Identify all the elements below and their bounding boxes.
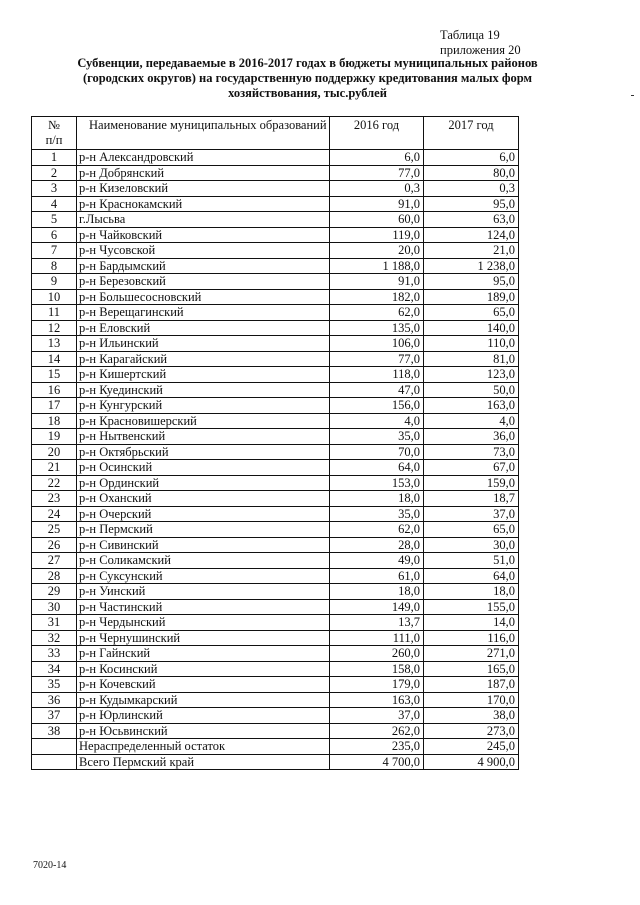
- row-name: р-н Еловский: [77, 320, 330, 336]
- row-name: р-н Суксунский: [77, 568, 330, 584]
- row-number: 15: [32, 367, 77, 383]
- row-value-2017: 37,0: [424, 506, 519, 522]
- row-value-2017: 6,0: [424, 150, 519, 166]
- row-name: г.Лысьва: [77, 212, 330, 228]
- row-number: 30: [32, 599, 77, 615]
- row-name: р-н Кочевский: [77, 677, 330, 693]
- row-number: 5: [32, 212, 77, 228]
- row-value-2016: 77,0: [330, 351, 424, 367]
- row-number: 24: [32, 506, 77, 522]
- row-number: 28: [32, 568, 77, 584]
- row-value-2017: 65,0: [424, 305, 519, 321]
- row-value-2016: 28,0: [330, 537, 424, 553]
- row-value-2016: 47,0: [330, 382, 424, 398]
- row-number: 36: [32, 692, 77, 708]
- row-number: 25: [32, 522, 77, 538]
- row-number: 32: [32, 630, 77, 646]
- row-number: 17: [32, 398, 77, 414]
- row-value-2017: 0,3: [424, 181, 519, 197]
- table-row: [32, 599, 519, 615]
- row-value-2017: 170,0: [424, 692, 519, 708]
- table-row: [32, 165, 519, 181]
- row-name: р-н Красновишерский: [77, 413, 330, 429]
- row-name: Всего Пермский край: [77, 754, 330, 770]
- table-row: [32, 413, 519, 429]
- table-row: [32, 615, 519, 631]
- row-value-2016: 49,0: [330, 553, 424, 569]
- row-name: р-н Бардымский: [77, 258, 330, 274]
- table-row: [32, 181, 519, 197]
- row-value-2017: 18,0: [424, 584, 519, 600]
- row-number: 29: [32, 584, 77, 600]
- row-name: р-н Куединский: [77, 382, 330, 398]
- table-row: [32, 739, 519, 755]
- row-value-2016: 0,3: [330, 181, 424, 197]
- header-num-line2: п/п: [45, 132, 63, 147]
- row-value-2017: 67,0: [424, 460, 519, 476]
- table-number-label: Таблица 19: [440, 28, 500, 42]
- table-row: [32, 274, 519, 290]
- row-number: 23: [32, 491, 77, 507]
- document-title: [55, 56, 560, 101]
- row-name: р-н Частинский: [77, 599, 330, 615]
- row-value-2017: 159,0: [424, 475, 519, 491]
- row-value-2016: 13,7: [330, 615, 424, 631]
- row-number: 20: [32, 444, 77, 460]
- row-number: 33: [32, 646, 77, 662]
- table-row: [32, 661, 519, 677]
- row-value-2016: 4 700,0: [330, 754, 424, 770]
- row-value-2017: 51,0: [424, 553, 519, 569]
- row-value-2016: 106,0: [330, 336, 424, 352]
- table-row: [32, 367, 519, 383]
- row-name: р-н Кизеловский: [77, 181, 330, 197]
- row-value-2016: 37,0: [330, 708, 424, 724]
- title-line-1: Субвенции, передаваемые в 2016-2017 годах в бюджеты муниципальных районов: [77, 56, 538, 70]
- row-value-2017: 187,0: [424, 677, 519, 693]
- row-value-2017: 30,0: [424, 537, 519, 553]
- table-row: [32, 646, 519, 662]
- row-value-2016: 60,0: [330, 212, 424, 228]
- row-value-2017: 4 900,0: [424, 754, 519, 770]
- row-value-2016: 18,0: [330, 491, 424, 507]
- row-value-2016: 91,0: [330, 274, 424, 290]
- row-number: 11: [32, 305, 77, 321]
- row-number: 21: [32, 460, 77, 476]
- row-name: р-н Александровский: [77, 150, 330, 166]
- table-row: [32, 568, 519, 584]
- row-value-2016: 111,0: [330, 630, 424, 646]
- row-value-2016: 260,0: [330, 646, 424, 662]
- header-num: [32, 117, 77, 150]
- row-value-2016: 149,0: [330, 599, 424, 615]
- row-value-2016: 18,0: [330, 584, 424, 600]
- row-name: р-н Добрянский: [77, 165, 330, 181]
- table-row: [32, 630, 519, 646]
- row-number: 6: [32, 227, 77, 243]
- row-number: [32, 754, 77, 770]
- table-row: [32, 475, 519, 491]
- row-name: р-н Карагайский: [77, 351, 330, 367]
- row-name: р-н Кудымкарский: [77, 692, 330, 708]
- row-value-2016: 156,0: [330, 398, 424, 414]
- row-value-2017: 95,0: [424, 274, 519, 290]
- row-name: р-н Осинский: [77, 460, 330, 476]
- row-value-2016: 235,0: [330, 739, 424, 755]
- row-name: р-н Косинский: [77, 661, 330, 677]
- row-name: р-н Уинский: [77, 584, 330, 600]
- row-value-2017: 64,0: [424, 568, 519, 584]
- row-value-2017: 81,0: [424, 351, 519, 367]
- header-name: Наименование муниципальных образований: [77, 117, 330, 150]
- row-number: 3: [32, 181, 77, 197]
- row-value-2017: 95,0: [424, 196, 519, 212]
- row-value-2016: 64,0: [330, 460, 424, 476]
- row-number: 19: [32, 429, 77, 445]
- header-2017: 2017 год: [424, 117, 519, 150]
- table-row: [32, 351, 519, 367]
- row-number: 14: [32, 351, 77, 367]
- row-number: 35: [32, 677, 77, 693]
- row-name: р-н Верещагинский: [77, 305, 330, 321]
- row-value-2017: 124,0: [424, 227, 519, 243]
- row-name: р-н Чусовской: [77, 243, 330, 259]
- row-name: р-н Гайнский: [77, 646, 330, 662]
- row-name: р-н Березовский: [77, 274, 330, 290]
- row-name: р-н Чайковский: [77, 227, 330, 243]
- row-value-2016: 77,0: [330, 165, 424, 181]
- row-number: 18: [32, 413, 77, 429]
- row-name: р-н Октябрьский: [77, 444, 330, 460]
- row-name: р-н Краснокамский: [77, 196, 330, 212]
- row-value-2017: 1 238,0: [424, 258, 519, 274]
- row-number: 2: [32, 165, 77, 181]
- table-header-row: [32, 117, 519, 150]
- row-value-2016: 118,0: [330, 367, 424, 383]
- row-value-2017: 165,0: [424, 661, 519, 677]
- row-value-2016: 1 188,0: [330, 258, 424, 274]
- table-row: [32, 522, 519, 538]
- row-value-2016: 6,0: [330, 150, 424, 166]
- row-number: 1: [32, 150, 77, 166]
- row-name: р-н Нытвенский: [77, 429, 330, 445]
- row-name: р-н Чердынский: [77, 615, 330, 631]
- row-value-2017: 140,0: [424, 320, 519, 336]
- title-line-2: (городских округов) на государственную поддержку кредитования малых форм: [82, 71, 533, 85]
- table-row: [32, 258, 519, 274]
- table-row: [32, 289, 519, 305]
- header-2016: 2016 год: [330, 117, 424, 150]
- row-number: 37: [32, 708, 77, 724]
- row-name: р-н Кишертский: [77, 367, 330, 383]
- row-value-2016: 182,0: [330, 289, 424, 305]
- row-value-2016: 35,0: [330, 506, 424, 522]
- row-number: [32, 739, 77, 755]
- table-row: [32, 212, 519, 228]
- table-row: [32, 398, 519, 414]
- row-value-2016: 119,0: [330, 227, 424, 243]
- row-name: р-н Юрлинский: [77, 708, 330, 724]
- table-row: [32, 336, 519, 352]
- row-value-2016: 4,0: [330, 413, 424, 429]
- table-row: [32, 196, 519, 212]
- row-value-2016: 153,0: [330, 475, 424, 491]
- row-number: 8: [32, 258, 77, 274]
- row-value-2017: 116,0: [424, 630, 519, 646]
- row-value-2017: 73,0: [424, 444, 519, 460]
- row-name: р-н Сивинский: [77, 537, 330, 553]
- row-value-2016: 262,0: [330, 723, 424, 739]
- row-value-2017: 21,0: [424, 243, 519, 259]
- table-row: [32, 553, 519, 569]
- scan-mark: [631, 95, 634, 96]
- row-name: р-н Очерский: [77, 506, 330, 522]
- row-number: 4: [32, 196, 77, 212]
- table-body: [32, 150, 519, 770]
- table-row: [32, 677, 519, 693]
- table-row: [32, 584, 519, 600]
- table-row: [32, 460, 519, 476]
- row-number: 27: [32, 553, 77, 569]
- table-caption: [440, 28, 521, 58]
- row-number: 9: [32, 274, 77, 290]
- row-number: 13: [32, 336, 77, 352]
- row-name: р-н Большесосновский: [77, 289, 330, 305]
- table-row: [32, 320, 519, 336]
- row-value-2017: 189,0: [424, 289, 519, 305]
- row-number: 22: [32, 475, 77, 491]
- row-value-2017: 155,0: [424, 599, 519, 615]
- row-name: р-н Оханский: [77, 491, 330, 507]
- table-row: [32, 506, 519, 522]
- row-value-2017: 36,0: [424, 429, 519, 445]
- row-value-2017: 271,0: [424, 646, 519, 662]
- row-number: 34: [32, 661, 77, 677]
- row-value-2017: 63,0: [424, 212, 519, 228]
- row-value-2017: 123,0: [424, 367, 519, 383]
- row-name: р-н Пермский: [77, 522, 330, 538]
- row-value-2017: 38,0: [424, 708, 519, 724]
- row-value-2016: 62,0: [330, 305, 424, 321]
- document-code: 7020-14: [33, 860, 67, 871]
- row-value-2017: 50,0: [424, 382, 519, 398]
- row-name: р-н Соликамский: [77, 553, 330, 569]
- row-value-2016: 70,0: [330, 444, 424, 460]
- row-value-2017: 65,0: [424, 522, 519, 538]
- table-row: [32, 150, 519, 166]
- appendix-label: приложения 20: [440, 43, 521, 57]
- row-value-2017: 245,0: [424, 739, 519, 755]
- row-value-2017: 14,0: [424, 615, 519, 631]
- table-row: [32, 429, 519, 445]
- row-value-2017: 110,0: [424, 336, 519, 352]
- table-row: [32, 305, 519, 321]
- table-row: [32, 692, 519, 708]
- row-value-2016: 158,0: [330, 661, 424, 677]
- row-name: р-н Юсьвинский: [77, 723, 330, 739]
- row-value-2016: 20,0: [330, 243, 424, 259]
- row-name: р-н Чернушинский: [77, 630, 330, 646]
- row-value-2016: 62,0: [330, 522, 424, 538]
- row-number: 7: [32, 243, 77, 259]
- table-row: [32, 723, 519, 739]
- row-number: 10: [32, 289, 77, 305]
- header-num-line1: №: [48, 118, 60, 132]
- table-row: [32, 708, 519, 724]
- row-name: Нераспределенный остаток: [77, 739, 330, 755]
- row-value-2017: 163,0: [424, 398, 519, 414]
- row-name: р-н Кунгурский: [77, 398, 330, 414]
- row-value-2016: 163,0: [330, 692, 424, 708]
- row-value-2017: 4,0: [424, 413, 519, 429]
- title-line-3: хозяйствования, тыс.рублей: [228, 86, 387, 100]
- table-row: [32, 537, 519, 553]
- row-value-2016: 135,0: [330, 320, 424, 336]
- row-number: 31: [32, 615, 77, 631]
- row-number: 38: [32, 723, 77, 739]
- table-row: [32, 754, 519, 770]
- table-row: [32, 491, 519, 507]
- row-value-2016: 61,0: [330, 568, 424, 584]
- table-row: [32, 243, 519, 259]
- row-name: р-н Ильинский: [77, 336, 330, 352]
- row-name: р-н Ординский: [77, 475, 330, 491]
- row-number: 26: [32, 537, 77, 553]
- row-value-2016: 91,0: [330, 196, 424, 212]
- row-value-2016: 179,0: [330, 677, 424, 693]
- row-number: 16: [32, 382, 77, 398]
- row-value-2017: 18,7: [424, 491, 519, 507]
- table-row: [32, 227, 519, 243]
- row-number: 12: [32, 320, 77, 336]
- subventions-table: [31, 116, 519, 770]
- table-row: [32, 382, 519, 398]
- row-value-2017: 273,0: [424, 723, 519, 739]
- table-row: [32, 444, 519, 460]
- row-value-2016: 35,0: [330, 429, 424, 445]
- row-value-2017: 80,0: [424, 165, 519, 181]
